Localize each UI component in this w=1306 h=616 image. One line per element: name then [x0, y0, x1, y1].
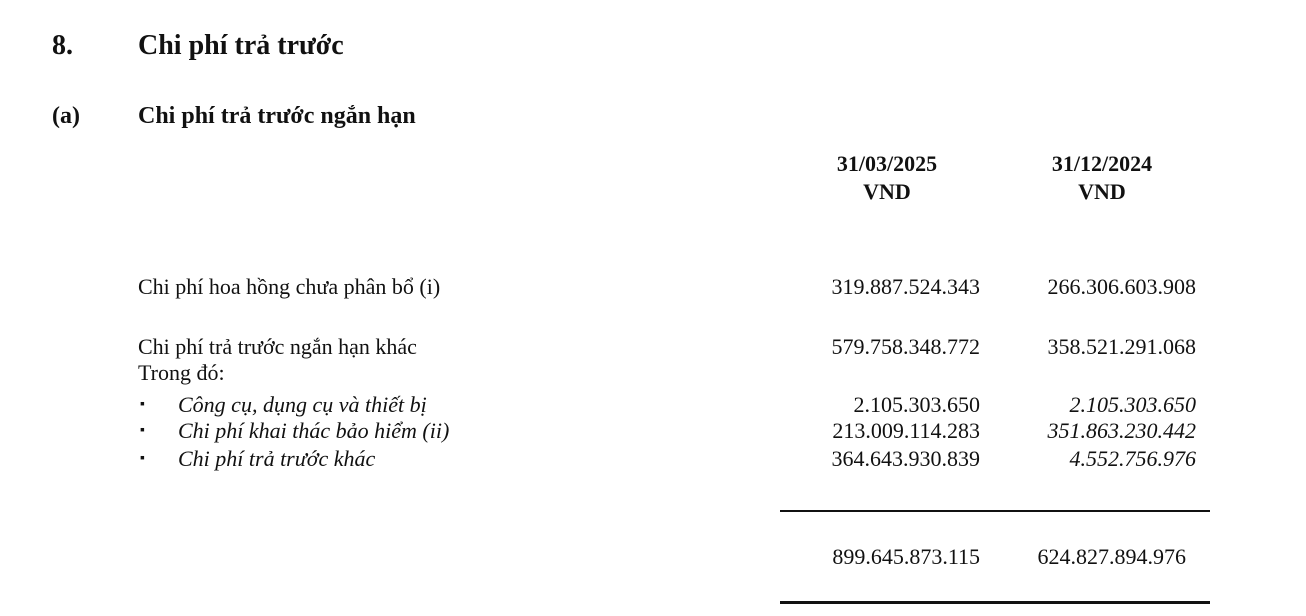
subsection-title: Chi phí trả trước ngắn hạn — [138, 103, 416, 129]
row-value-other-prepaid-2024: 358.521.291.068 — [1047, 334, 1196, 359]
total-rule — [780, 601, 1210, 604]
section-title: Chi phí trả trước — [138, 30, 344, 61]
row-value-commission-2024: 266.306.603.908 — [1047, 274, 1196, 299]
total-value-2025: 899.645.873.115 — [832, 544, 980, 569]
detail-value-other-2024: 4.552.756.976 — [1069, 446, 1196, 471]
detail-value-tools-2025: 2.105.303.650 — [853, 392, 980, 417]
row-value-commission-2025: 319.887.524.343 — [831, 274, 980, 299]
bullet-icon: ▪ — [140, 397, 145, 412]
detail-label-other: Chi phí trả trước khác — [178, 446, 376, 471]
row-label-commission: Chi phí hoa hồng chưa phân bổ (i) — [138, 274, 441, 299]
section-number: 8. — [52, 30, 73, 61]
detail-value-other-2025: 364.643.930.839 — [831, 446, 980, 471]
column-header-2025 — [787, 150, 987, 206]
column-unit-2024: VND — [1078, 179, 1126, 204]
row-label-other-prepaid: Chi phí trả trước ngắn hạn khác — [138, 334, 417, 359]
total-value-2024: 624.827.894.976 — [1037, 544, 1186, 569]
detail-label-tools: Công cụ, dụng cụ và thiết bị — [178, 392, 427, 417]
detail-value-tools-2024: 2.105.303.650 — [1069, 392, 1196, 417]
subsection-marker: (a) — [52, 103, 80, 129]
of-which-label: Trong đó: — [138, 360, 225, 385]
bullet-icon: ▪ — [140, 423, 145, 438]
detail-label-insurance: Chi phí khai thác bảo hiểm (ii) — [178, 418, 450, 443]
column-date-2024: 31/12/2024 — [1051, 151, 1153, 176]
detail-value-insurance-2025: 213.009.114.283 — [832, 418, 980, 443]
subtotal-rule — [780, 510, 1210, 512]
column-header-2024 — [1002, 150, 1202, 206]
column-unit-2025: VND — [863, 179, 911, 204]
column-date-2025: 31/03/2025 — [836, 151, 938, 176]
detail-value-insurance-2024: 351.863.230.442 — [1047, 418, 1196, 443]
row-value-other-prepaid-2025: 579.758.348.772 — [831, 334, 980, 359]
bullet-icon: ▪ — [140, 451, 145, 466]
